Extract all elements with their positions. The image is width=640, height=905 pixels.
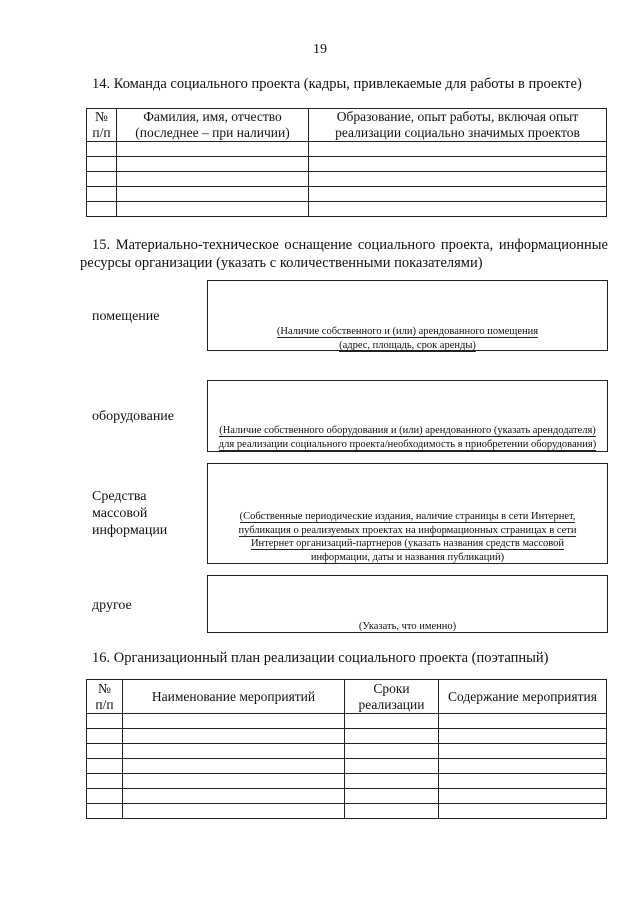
table-row[interactable]: [87, 759, 607, 774]
media-hint: (Собственные периодические издания, наличие страницы в сети Интернет, публикация о реализуемых проектах на информационных страницах в сети Интернет организаций-партнеров (указать названия средств массовой информации, даты и названия публикаций): [238, 511, 577, 563]
media-label: Средства массовой информации: [92, 489, 168, 538]
premises-hint: (Наличие собственного и (или) арендованного помещения (адрес, площадь, срок аренды): [276, 326, 539, 351]
section-14-title: 14. Команда социального проекта (кадры, привлекаемые для работы в проекте): [92, 76, 582, 92]
team-table-header: [87, 109, 607, 142]
table-row[interactable]: [87, 714, 607, 729]
team-col-education: Образование, опыт работы, включая опыт реализации социально значимых проектов: [309, 109, 607, 142]
section-15-title-line1: 15. Материально-техническое оснащение социального проекта, информационные: [92, 237, 608, 253]
plan-col-content: Содержание мероприятия: [439, 680, 607, 714]
table-row[interactable]: [87, 187, 607, 202]
table-row[interactable]: [87, 172, 607, 187]
section-15-title-line2: ресурсы организации (указать с количественными показателями): [80, 255, 483, 271]
plan-col-deadline: Сроки реализации: [345, 680, 439, 714]
table-row[interactable]: [87, 789, 607, 804]
table-row[interactable]: [87, 744, 607, 759]
table-row[interactable]: [87, 729, 607, 744]
plan-table: [86, 679, 607, 819]
table-row[interactable]: [87, 142, 607, 157]
table-row[interactable]: [87, 774, 607, 789]
plan-col-number: № п/п: [87, 680, 123, 714]
plan-col-event-name: Наименование мероприятий: [123, 680, 345, 714]
team-col-number: № п/п: [87, 109, 117, 142]
team-table: [86, 108, 607, 217]
team-col-name: Фамилия, имя, отчество (последнее – при наличии): [117, 109, 309, 142]
premises-label: помещение: [92, 309, 160, 324]
other-label: другое: [92, 598, 132, 613]
equipment-hint: (Наличие собственного оборудования и (или) арендованного (указать арендодателя) для реализации социального проекта/необходимость в приобретении оборудования): [218, 425, 597, 450]
page-number: 19: [313, 42, 327, 57]
table-row[interactable]: [87, 804, 607, 819]
media-field[interactable]: [207, 463, 608, 564]
equipment-label: оборудование: [92, 409, 175, 424]
plan-table-header: [87, 680, 607, 714]
table-row[interactable]: [87, 202, 607, 217]
section-16-title: 16. Организационный план реализации социального проекта (поэтапный): [92, 650, 549, 666]
premises-field[interactable]: [207, 280, 608, 351]
other-hint: (Указать, что именно): [358, 621, 457, 632]
equipment-field[interactable]: [207, 380, 608, 452]
other-field[interactable]: [207, 575, 608, 633]
table-row[interactable]: [87, 157, 607, 172]
